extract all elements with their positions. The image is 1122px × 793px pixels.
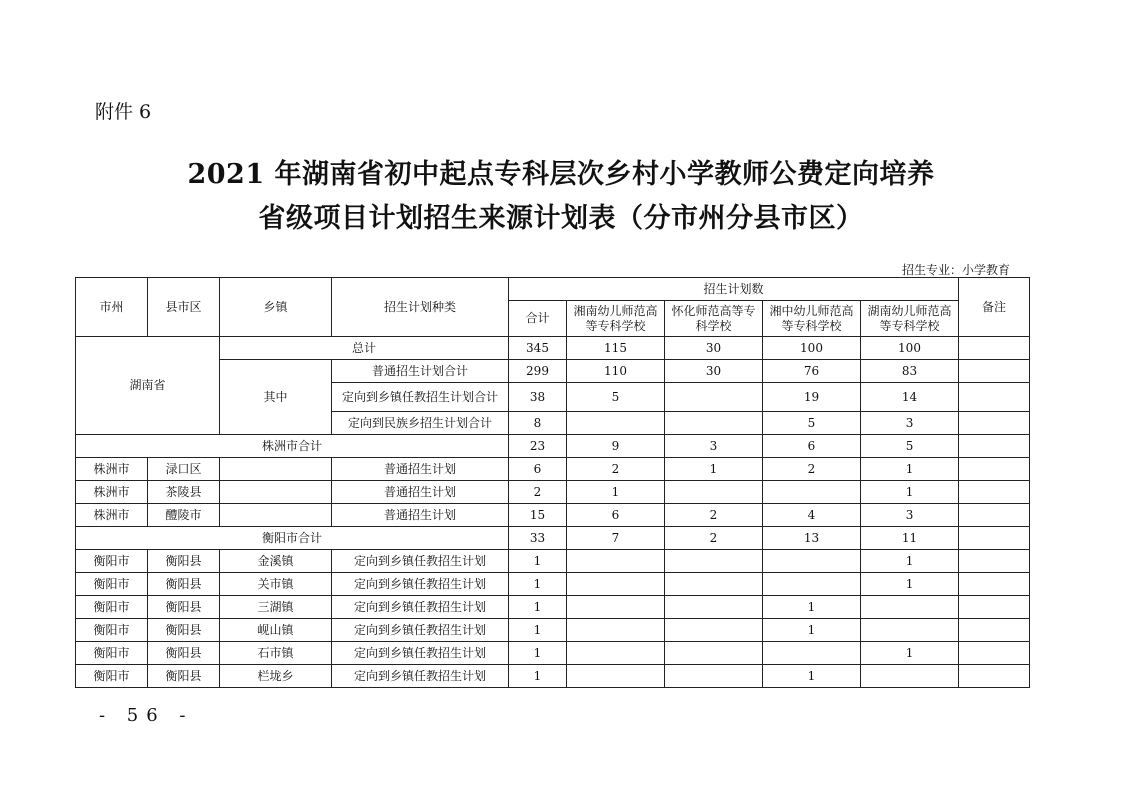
county-cell: 衡阳县 bbox=[148, 596, 220, 619]
remark-cell bbox=[959, 337, 1030, 360]
plan-type-cell: 定向到乡镇任教招生计划合计 bbox=[332, 383, 509, 412]
col-header-school4: 湖南幼儿师范高等专科学校 bbox=[861, 301, 959, 337]
value-cell: 1 bbox=[763, 619, 861, 642]
value-cell bbox=[861, 596, 959, 619]
remark-cell bbox=[959, 481, 1030, 504]
plan-type-cell: 定向到乡镇任教招生计划 bbox=[332, 573, 509, 596]
value-cell: 2 bbox=[665, 504, 763, 527]
grand-total-label: 总计 bbox=[220, 337, 509, 360]
value-cell bbox=[665, 481, 763, 504]
table-row bbox=[76, 458, 1030, 481]
county-cell: 渌口区 bbox=[148, 458, 220, 481]
remark-cell bbox=[959, 504, 1030, 527]
value-cell: 1 bbox=[509, 550, 567, 573]
col-header-total: 合计 bbox=[509, 301, 567, 337]
value-cell: 1 bbox=[509, 642, 567, 665]
table-row bbox=[76, 619, 1030, 642]
remark-cell bbox=[959, 412, 1030, 435]
value-cell: 115 bbox=[567, 337, 665, 360]
value-cell bbox=[567, 412, 665, 435]
value-cell: 3 bbox=[861, 412, 959, 435]
remark-cell bbox=[959, 360, 1030, 383]
table-row bbox=[76, 504, 1030, 527]
value-cell: 6 bbox=[509, 458, 567, 481]
city-cell: 衡阳市 bbox=[76, 642, 148, 665]
value-cell: 23 bbox=[509, 435, 567, 458]
value-cell: 299 bbox=[509, 360, 567, 383]
plan-type-cell: 普通招生计划 bbox=[332, 481, 509, 504]
city-cell: 衡阳市 bbox=[76, 619, 148, 642]
value-cell bbox=[665, 383, 763, 412]
value-cell: 1 bbox=[509, 665, 567, 688]
town-cell bbox=[220, 504, 332, 527]
table-row bbox=[76, 573, 1030, 596]
col-header-school3: 湘中幼儿师范高等专科学校 bbox=[763, 301, 861, 337]
col-header-plan-count: 招生计划数 bbox=[509, 278, 959, 301]
value-cell: 4 bbox=[763, 504, 861, 527]
county-cell: 衡阳县 bbox=[148, 550, 220, 573]
value-cell bbox=[665, 665, 763, 688]
document-title-line1: 2021 年湖南省初中起点专科层次乡村小学教师公费定向培养 bbox=[187, 159, 935, 190]
value-cell: 38 bbox=[509, 383, 567, 412]
value-cell: 19 bbox=[763, 383, 861, 412]
value-cell: 2 bbox=[567, 458, 665, 481]
value-cell: 6 bbox=[567, 504, 665, 527]
value-cell bbox=[567, 665, 665, 688]
value-cell bbox=[763, 573, 861, 596]
remark-cell bbox=[959, 458, 1030, 481]
subtotal-row bbox=[76, 527, 1030, 550]
city-cell: 衡阳市 bbox=[76, 573, 148, 596]
col-header-remark: 备注 bbox=[959, 278, 1030, 337]
value-cell bbox=[763, 481, 861, 504]
among-label: 其中 bbox=[220, 360, 332, 435]
value-cell: 7 bbox=[567, 527, 665, 550]
value-cell bbox=[665, 573, 763, 596]
value-cell: 11 bbox=[861, 527, 959, 550]
value-cell: 1 bbox=[509, 596, 567, 619]
value-cell: 1 bbox=[861, 481, 959, 504]
value-cell: 1 bbox=[861, 573, 959, 596]
value-cell bbox=[861, 619, 959, 642]
value-cell: 1 bbox=[763, 665, 861, 688]
value-cell: 33 bbox=[509, 527, 567, 550]
town-cell: 关市镇 bbox=[220, 573, 332, 596]
value-cell: 8 bbox=[509, 412, 567, 435]
subtotal-label: 衡阳市合计 bbox=[76, 527, 509, 550]
value-cell: 1 bbox=[861, 550, 959, 573]
remark-cell bbox=[959, 573, 1030, 596]
remark-cell bbox=[959, 550, 1030, 573]
value-cell: 1 bbox=[509, 573, 567, 596]
city-cell: 衡阳市 bbox=[76, 596, 148, 619]
value-cell: 3 bbox=[861, 504, 959, 527]
county-cell: 衡阳县 bbox=[148, 665, 220, 688]
city-cell: 株洲市 bbox=[76, 481, 148, 504]
value-cell: 1 bbox=[861, 458, 959, 481]
town-cell: 石市镇 bbox=[220, 642, 332, 665]
remark-cell bbox=[959, 665, 1030, 688]
table-row bbox=[76, 642, 1030, 665]
hengyang-section bbox=[76, 527, 1030, 688]
value-cell bbox=[763, 642, 861, 665]
value-cell: 1 bbox=[861, 642, 959, 665]
major-label: 招生专业：小学教育 bbox=[901, 263, 1010, 277]
plan-type-cell: 普通招生计划 bbox=[332, 504, 509, 527]
value-cell: 345 bbox=[509, 337, 567, 360]
value-cell: 100 bbox=[763, 337, 861, 360]
province-section bbox=[76, 337, 1030, 435]
remark-cell bbox=[959, 435, 1030, 458]
plan-type-cell: 定向到民族乡招生计划合计 bbox=[332, 412, 509, 435]
value-cell bbox=[665, 619, 763, 642]
page-number: - 56 - bbox=[99, 705, 194, 726]
document-title-line2: 省级项目计划招生来源计划表（分市州分县市区） bbox=[258, 203, 864, 234]
value-cell bbox=[665, 642, 763, 665]
county-cell: 茶陵县 bbox=[148, 481, 220, 504]
province-name: 湖南省 bbox=[76, 337, 220, 435]
table-row bbox=[76, 665, 1030, 688]
attachment-label: 附件 6 bbox=[95, 101, 152, 123]
value-cell: 14 bbox=[861, 383, 959, 412]
county-cell: 衡阳县 bbox=[148, 619, 220, 642]
city-cell: 株洲市 bbox=[76, 458, 148, 481]
plan-type-cell: 定向到乡镇任教招生计划 bbox=[332, 596, 509, 619]
value-cell: 1 bbox=[509, 619, 567, 642]
value-cell: 2 bbox=[763, 458, 861, 481]
town-cell: 金溪镇 bbox=[220, 550, 332, 573]
table-row bbox=[76, 481, 1030, 504]
value-cell: 5 bbox=[567, 383, 665, 412]
town-cell: 栏垅乡 bbox=[220, 665, 332, 688]
city-cell: 衡阳市 bbox=[76, 665, 148, 688]
value-cell bbox=[665, 596, 763, 619]
plan-type-cell: 定向到乡镇任教招生计划 bbox=[332, 550, 509, 573]
county-cell: 衡阳县 bbox=[148, 573, 220, 596]
city-cell: 衡阳市 bbox=[76, 550, 148, 573]
value-cell bbox=[567, 573, 665, 596]
city-cell: 株洲市 bbox=[76, 504, 148, 527]
col-header-plan-type: 招生计划种类 bbox=[332, 278, 509, 337]
plan-type-cell: 定向到乡镇任教招生计划 bbox=[332, 642, 509, 665]
subtotal-row bbox=[76, 435, 1030, 458]
value-cell: 9 bbox=[567, 435, 665, 458]
value-cell: 6 bbox=[763, 435, 861, 458]
value-cell: 5 bbox=[763, 412, 861, 435]
value-cell: 76 bbox=[763, 360, 861, 383]
table-row bbox=[76, 337, 1030, 360]
zhuzhou-section bbox=[76, 435, 1030, 527]
table-row bbox=[76, 596, 1030, 619]
town-cell bbox=[220, 458, 332, 481]
value-cell bbox=[567, 550, 665, 573]
plan-type-cell: 定向到乡镇任教招生计划 bbox=[332, 665, 509, 688]
value-cell bbox=[567, 619, 665, 642]
col-header-town: 乡镇 bbox=[220, 278, 332, 337]
value-cell: 1 bbox=[567, 481, 665, 504]
value-cell: 30 bbox=[665, 360, 763, 383]
town-cell: 岘山镇 bbox=[220, 619, 332, 642]
table-row bbox=[76, 360, 1030, 383]
value-cell bbox=[665, 412, 763, 435]
value-cell: 3 bbox=[665, 435, 763, 458]
value-cell bbox=[567, 596, 665, 619]
plan-type-cell: 普通招生计划合计 bbox=[332, 360, 509, 383]
value-cell: 13 bbox=[763, 527, 861, 550]
value-cell: 100 bbox=[861, 337, 959, 360]
value-cell: 110 bbox=[567, 360, 665, 383]
col-header-school2: 怀化师范高等专科学校 bbox=[665, 301, 763, 337]
county-cell: 醴陵市 bbox=[148, 504, 220, 527]
remark-cell bbox=[959, 642, 1030, 665]
value-cell bbox=[861, 665, 959, 688]
col-header-city: 市州 bbox=[76, 278, 148, 337]
value-cell: 5 bbox=[861, 435, 959, 458]
enrollment-plan-table bbox=[75, 277, 1030, 688]
value-cell: 2 bbox=[665, 527, 763, 550]
value-cell: 1 bbox=[665, 458, 763, 481]
table-row bbox=[76, 550, 1030, 573]
plan-type-cell: 普通招生计划 bbox=[332, 458, 509, 481]
remark-cell bbox=[959, 619, 1030, 642]
town-cell bbox=[220, 481, 332, 504]
value-cell bbox=[665, 550, 763, 573]
col-header-county: 县市区 bbox=[148, 278, 220, 337]
remark-cell bbox=[959, 596, 1030, 619]
value-cell: 1 bbox=[763, 596, 861, 619]
remark-cell bbox=[959, 527, 1030, 550]
value-cell bbox=[567, 642, 665, 665]
table-header bbox=[76, 278, 1030, 337]
value-cell: 30 bbox=[665, 337, 763, 360]
plan-type-cell: 定向到乡镇任教招生计划 bbox=[332, 619, 509, 642]
col-header-school1: 湘南幼儿师范高等专科学校 bbox=[567, 301, 665, 337]
subtotal-label: 株洲市合计 bbox=[76, 435, 509, 458]
value-cell: 15 bbox=[509, 504, 567, 527]
value-cell: 83 bbox=[861, 360, 959, 383]
value-cell: 2 bbox=[509, 481, 567, 504]
remark-cell bbox=[959, 383, 1030, 412]
town-cell: 三湖镇 bbox=[220, 596, 332, 619]
value-cell bbox=[763, 550, 861, 573]
county-cell: 衡阳县 bbox=[148, 642, 220, 665]
